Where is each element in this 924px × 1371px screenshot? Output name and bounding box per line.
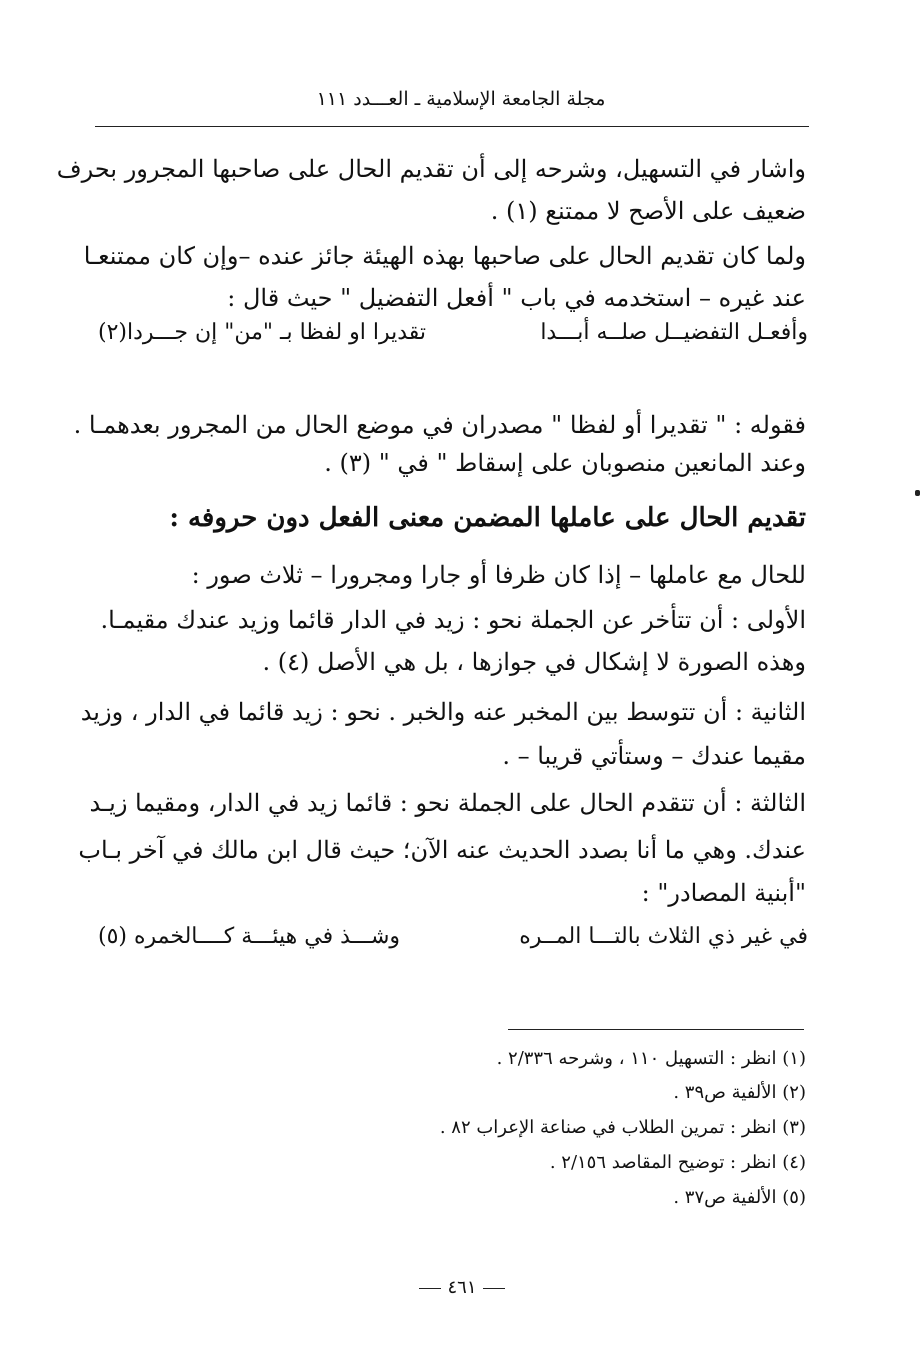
paragraph-1-line-2: ضعيف على الأصح لا ممتنع (١) .: [490, 197, 806, 225]
footnote-divider: [508, 1029, 804, 1030]
footnote-3: (٣) انظر : تمرين الطلاب في صناعة الإعراب ٨٢ .: [439, 1117, 806, 1138]
page-number: ٤٦١: [447, 1277, 477, 1298]
paragraph-3-line-2: وعند المانعين منصوبان على إسقاط " في " (٣) .: [324, 449, 806, 477]
footnote-4: (٤) انظر : توضيح المقاصد ٢/١٥٦ .: [549, 1152, 806, 1173]
footnote-5: (٥) الألفية ص٣٧ .: [673, 1187, 806, 1208]
verse-1-second-hemistich: تقديرا او لفظا بـ "من" إن جـــردا(٢): [98, 320, 427, 345]
paragraph-2-line-1: ولما كان تقديم الحال على صاحبها بهذه الهيئة جائز عنده –وإن كان ممتنعـا: [83, 242, 806, 270]
scan-edge-mark: [915, 490, 920, 496]
paragraph-7-line-2: عندك. وهي ما أنا بصدد الحديث عنه الآن؛ حيث قال ابن مالك في آخر بـاب: [78, 836, 806, 864]
paragraph-6-line-1: الثانية : أن تتوسط بين المخبر عنه والخبر . نحو : زيد قائما في الدار ، وزيد: [80, 698, 806, 726]
verse-2: [98, 924, 808, 960]
verse-1: [98, 320, 808, 356]
verse-2-first-hemistich: في غير ذي الثلاث بالتـــا المــره: [519, 924, 808, 949]
paragraph-6-line-2: مقيما عندك – وستأتي قريبا – .: [502, 742, 806, 770]
section-heading: تقديم الحال على عاملها المضمن معنى الفعل دون حروفه :: [169, 503, 806, 533]
paragraph-5-line-2: وهذه الصورة لا إشكال في جوازها ، بل هي الأصل (٤) .: [262, 648, 806, 676]
verse-2-second-hemistich: وشـــذ في هيئـــة كــــالخمره (٥): [98, 924, 401, 949]
footnote-2: (٢) الألفية ص٣٩ .: [673, 1082, 806, 1103]
paragraph-3-line-1: فقوله : " تقديرا أو لفظا " مصدران في موضع الحال من المجرور بعدهمـا .: [73, 411, 806, 439]
header-divider: [95, 126, 809, 127]
running-header: مجلة الجامعة الإسلامية ـ العـــدد ١١١: [316, 88, 606, 110]
paragraph-7-line-1: الثالثة : أن تتقدم الحال على الجملة نحو : قائما زيد في الدار، ومقيما زيـد: [89, 789, 806, 817]
footnote-1: (١) انظر : التسهيل ١١٠ ، وشرحه ٢/٣٣٦ .: [496, 1048, 806, 1069]
paragraph-5-line-1: الأولى : أن تتأخر عن الجملة نحو : زيد في الدار قائما وزيد عندك مقيمـا.: [100, 606, 806, 634]
page-number-block: [0, 1277, 924, 1298]
page-number-dash-left: [419, 1288, 441, 1289]
paragraph-1-line-1: واشار في التسهيل، وشرحه إلى أن تقديم الحال على صاحبها المجرور بحرف: [56, 155, 806, 183]
paragraph-7-line-3: "أبنية المصادر" :: [641, 879, 806, 907]
paragraph-2-line-2: عند غيره – استخدمه في باب " أفعل التفضيل " حيث قال :: [227, 284, 806, 312]
page-number-dash-right: [483, 1288, 505, 1289]
paragraph-4: للحال مع عاملها – إذا كان ظرفا أو جارا ومجرورا – ثلاث صور :: [191, 561, 806, 589]
verse-1-first-hemistich: وأفعـل التفضيــل صلــه أبـــدا: [540, 320, 808, 345]
